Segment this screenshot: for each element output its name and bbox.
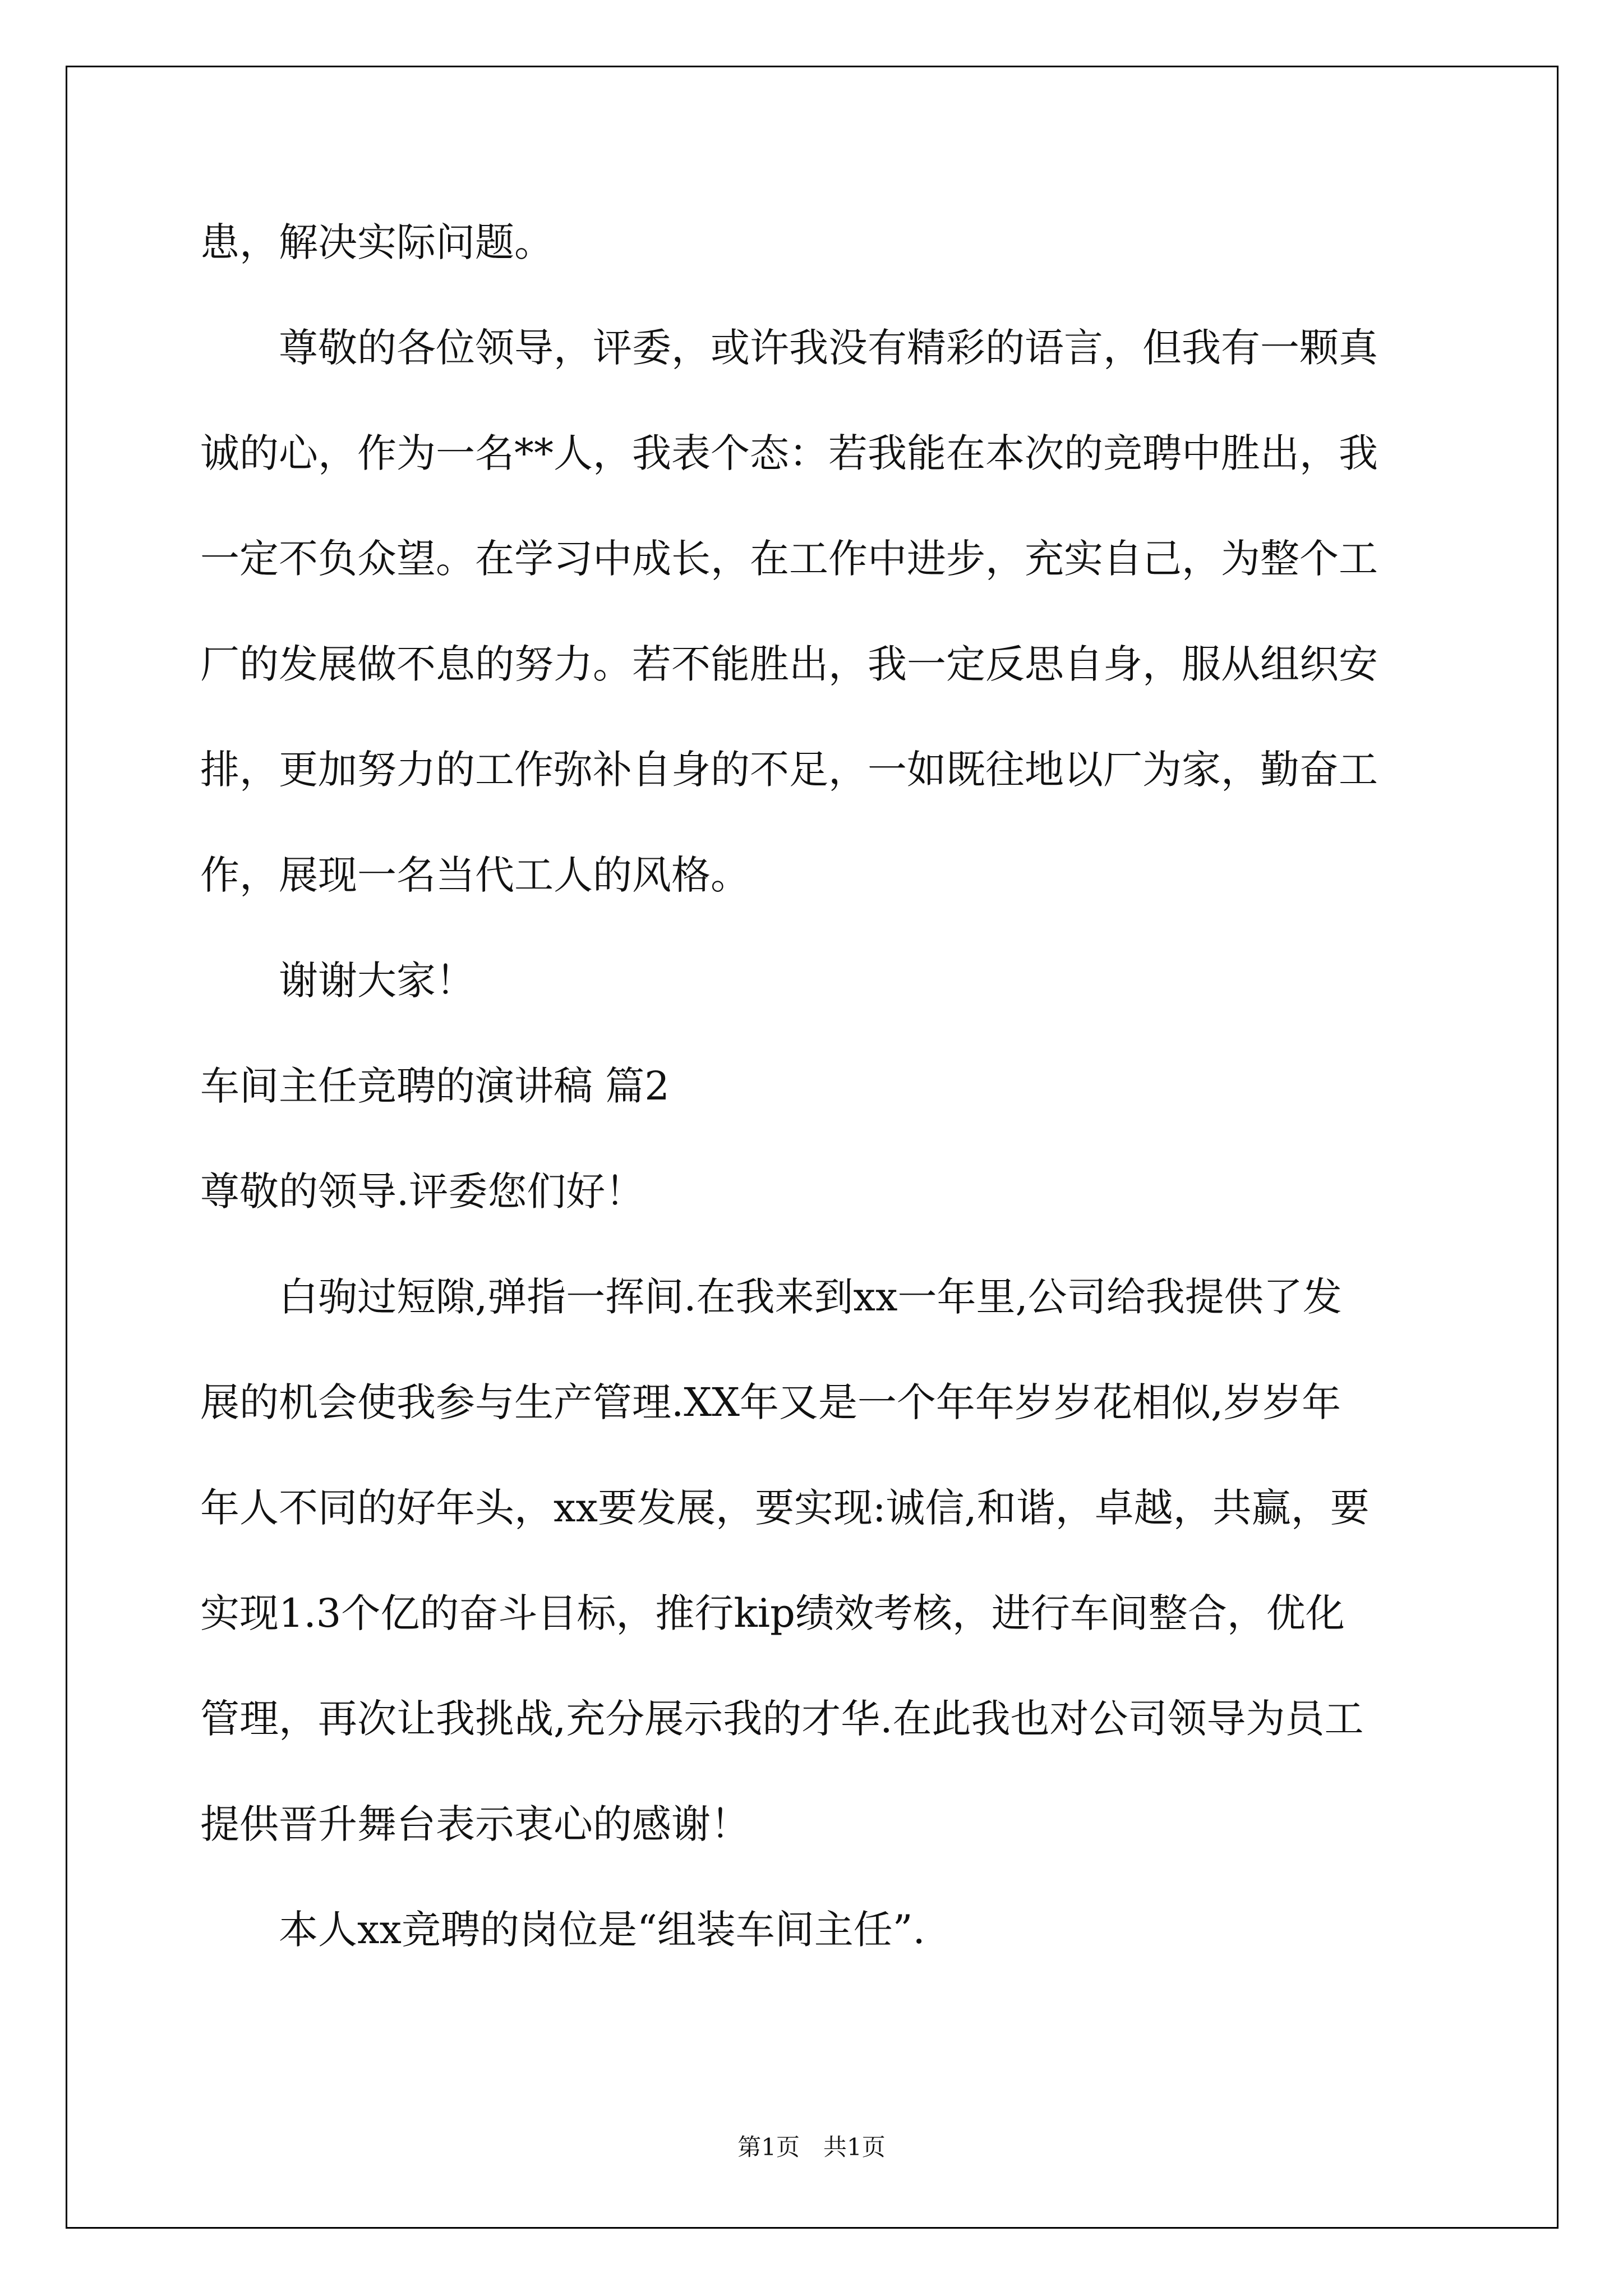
line-gap — [200, 1007, 1428, 1060]
text-line: 患，解决实际问题。 — [200, 219, 554, 265]
line-gap — [200, 901, 1428, 954]
line-gap — [200, 1851, 1428, 1903]
paragraph-line: 厂的发展做不息的努力。若不能胜出，我一定反思自身，服从组织安 — [200, 641, 1378, 687]
salutation: 尊敬的领导.评委您们好！ — [200, 1168, 645, 1214]
section-heading: 车间主任竞聘的演讲稿 篇2 — [200, 1063, 670, 1109]
line-gap — [200, 1323, 1428, 1376]
paragraph-line: 一定不负众望。在学习中成长，在工作中进步，充实自己，为整个工 — [200, 536, 1378, 582]
line-gap — [200, 796, 1428, 849]
paragraph-line: 管理，再次让我挑战,充分展示我的才华.在此我也对公司领导为员工 — [200, 1696, 1364, 1742]
line-gap — [200, 269, 1428, 321]
paragraph-line: 实现1.3个亿的奋斗目标，推行kip绩效考核，进行车间整合，优化 — [200, 1590, 1345, 1636]
document-body — [200, 216, 1428, 1956]
paragraph-line: 本人xx竞聘的岗位是“组装车间主任”. — [279, 1907, 925, 1953]
page-number-footer: 第1页 共1页 — [737, 2133, 886, 2161]
paragraph-line: 尊敬的各位领导，评委，或许我没有精彩的语言，但我有一颗真 — [279, 325, 1378, 371]
line-gap — [200, 691, 1428, 743]
line-gap — [200, 480, 1428, 532]
paragraph-line: 诚的心，作为一名**人，我表个态：若我能在本次的竞聘中胜出，我 — [200, 430, 1378, 476]
paragraph-line: 排，更加努力的工作弥补自身的不足，一如既往地以厂为家，勤奋工 — [200, 747, 1378, 793]
line-gap — [200, 1745, 1428, 1798]
line-gap — [200, 1534, 1428, 1587]
closing-thanks: 谢谢大家！ — [279, 958, 475, 1004]
line-gap — [200, 585, 1428, 638]
line-gap — [200, 1218, 1428, 1271]
line-gap — [200, 1640, 1428, 1692]
line-gap — [200, 1429, 1428, 1481]
line-gap — [200, 374, 1428, 427]
paragraph-line: 作，展现一名当代工人的风格。 — [200, 852, 750, 898]
line-gap — [200, 1112, 1428, 1165]
paragraph-line: 年人不同的好年头，xx要发展，要实现:诚信,和谐，卓越，共赢，要 — [200, 1485, 1370, 1531]
paragraph-line: 提供晋升舞台表示衷心的感谢！ — [200, 1801, 750, 1847]
paragraph-line: 白驹过短隙,弹指一挥间.在我来到xx一年里,公司给我提供了发 — [279, 1274, 1342, 1320]
paragraph-line: 展的机会使我参与生产管理.XX年又是一个年年岁岁花相似,岁岁年 — [200, 1379, 1341, 1425]
